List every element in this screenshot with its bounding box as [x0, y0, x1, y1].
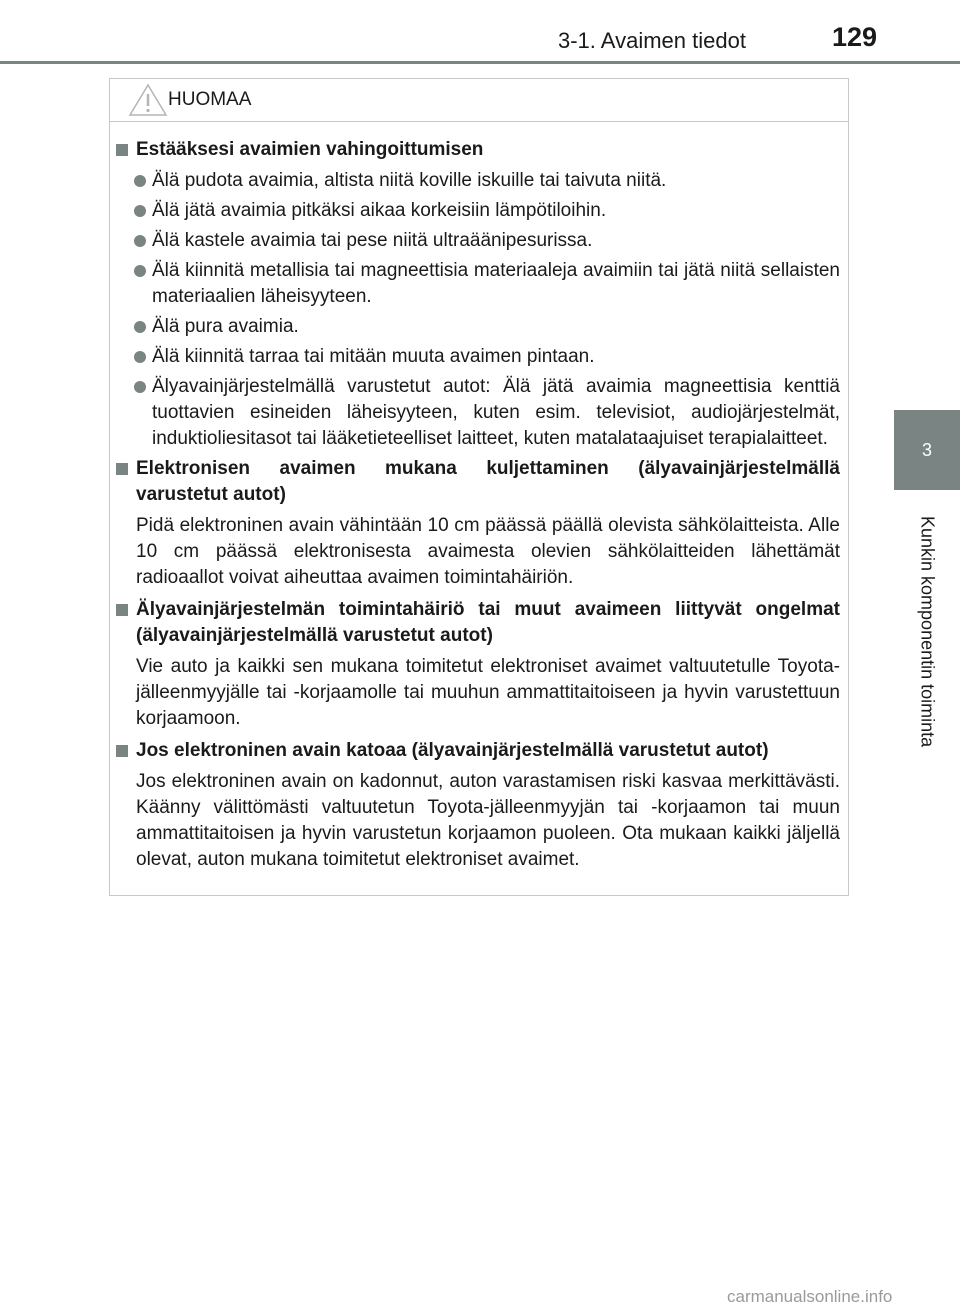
round-bullet-icon: [134, 175, 146, 187]
round-bullet-icon: [134, 351, 146, 363]
square-bullet-icon: [116, 463, 128, 475]
section-paragraph: Jos elektroninen avain on kadonnut, auton varastamisen riski kasvaa merkittävästi. Käänny välittömästi valtuutetun Toyota-jälleenmyyjän tai -korjaamon tai muun ammattitaitoisen ja hyvin varustetun korjaamon puoleen. Ota mukaan kaikki jäljellä olevat, auton mukana toimitetut elektroniset avaimet.: [136, 771, 840, 870]
chapter-title: Kunkin komponentin toiminta: [917, 516, 938, 748]
section-paragraph: Vie auto ja kaikki sen mukana toimitetut elektroniset avaimet valtuutetulle Toyota-jälleenmyyjälle tai -korjaamolle tai muuhun ammattitaitoiseen ja hyvin varustettuun korjaamoon.: [136, 656, 840, 729]
section-heading: Estääksesi avaimien vahingoittumisen: [114, 137, 840, 163]
list-item: Älä kiinnitä tarraa tai mitään muuta avaimen pintaan.: [114, 344, 840, 370]
notice-box: [109, 78, 849, 896]
chapter-side-label: [894, 497, 960, 767]
round-bullet-icon: [134, 205, 146, 217]
section-heading: Elektronisen avaimen mukana kuljettaminen (älyavainjärjestelmällä varustetut autot): [114, 456, 840, 508]
list-item: Älä kiinnitä metallisia tai magneettisia materiaaleja avaimiin tai jätä niitä sellaisten materiaalien läheisyyteen.: [114, 258, 840, 310]
notice-content: [110, 137, 850, 879]
notice-title: HUOMAA: [168, 89, 252, 110]
watermark: carmanualsonline.info: [727, 1287, 893, 1306]
section-heading: Jos elektroninen avain katoaa (älyavainjärjestelmällä varustetut autot): [114, 738, 840, 764]
square-bullet-icon: [116, 745, 128, 757]
warning-triangle-icon: [128, 83, 168, 117]
page-number: 129: [832, 22, 878, 52]
section-title: 3-1. Avaimen tiedot: [558, 28, 746, 53]
chapter-tab: [894, 410, 960, 490]
round-bullet-icon: [134, 321, 146, 333]
round-bullet-icon: [134, 381, 146, 393]
list-item: Älä kastele avaimia tai pese niitä ultraäänipesurissa.: [114, 228, 840, 254]
list-item: Älyavainjärjestelmällä varustetut autot: Älä jätä avaimia magneettisia kenttiä tuottavien esineiden läheisyyteen, kuten esim. televisiot, audiojärjestelmät, induktioliesitasot tai lääketieteelliset laitteet, kuten matalataajuiset terapialaitteet.: [114, 374, 840, 452]
list-item: Älä pura avaimia.: [114, 314, 840, 340]
chapter-number: 3: [921, 439, 932, 460]
notice-header: [110, 79, 848, 122]
list-item: Älä pudota avaimia, altista niitä koville iskuille tai taivuta niitä.: [114, 168, 840, 194]
square-bullet-icon: [116, 144, 128, 156]
section-paragraph: Pidä elektroninen avain vähintään 10 cm päässä päällä olevista sähkölaitteista. Alle 10 cm päässä elektronisesta avaimesta olevien sähkölaitteiden lähettämät radioaallot voivat aiheuttaa avaimen toimintahäiriön.: [136, 515, 840, 588]
header-divider: [0, 61, 960, 64]
round-bullet-icon: [134, 235, 146, 247]
round-bullet-icon: [134, 265, 146, 277]
list-item: Älä jätä avaimia pitkäksi aikaa korkeisiin lämpötiloihin.: [114, 198, 840, 224]
section-heading: Älyavainjärjestelmän toimintahäiriö tai muut avaimeen liittyvät ongelmat (älyavainjärjestelmällä varustetut autot): [114, 597, 840, 649]
square-bullet-icon: [116, 604, 128, 616]
